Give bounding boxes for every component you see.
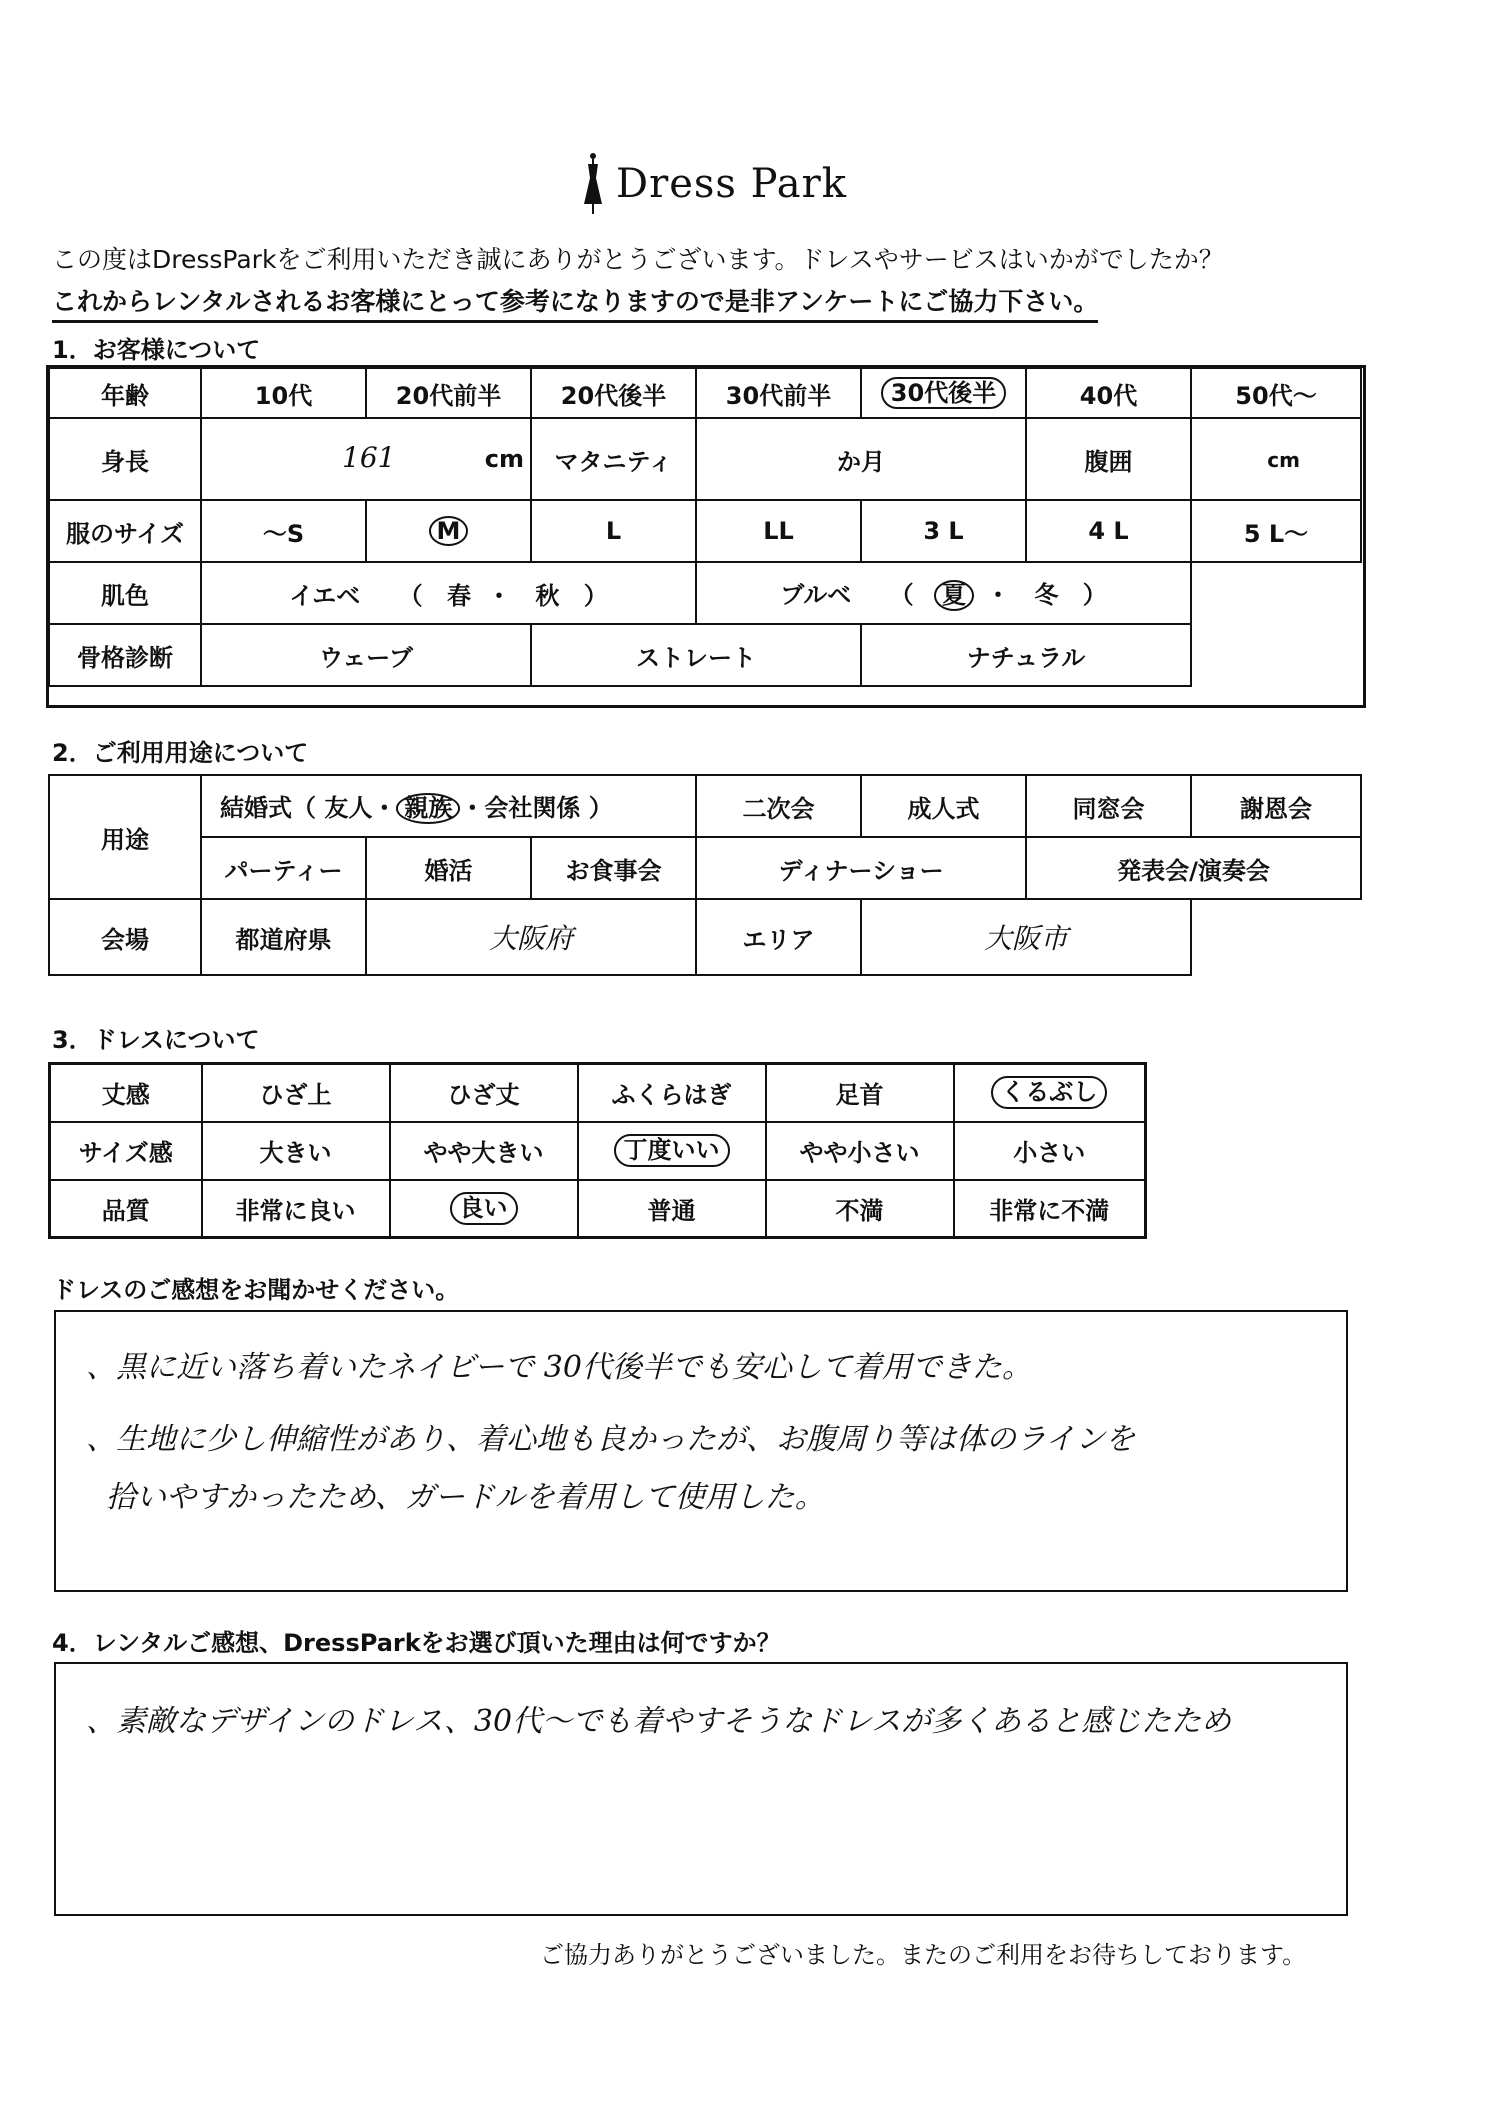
impressions-box[interactable] [54, 1310, 1348, 1592]
age-label: 年齢 [49, 368, 201, 418]
wedding-company: 会社関係 [484, 794, 581, 823]
quality-selected-mark: 良い [450, 1192, 518, 1225]
purpose-option[interactable]: 同窓会 [1026, 775, 1191, 837]
quality-option[interactable]: 非常に良い [202, 1180, 390, 1238]
purpose-label: 用途 [49, 775, 201, 899]
impressions-line2: 、生地に少し伸縮性があり、着心地も良かったが、お腹周り等は体のラインを [86, 1422, 1136, 1457]
area-label: エリア [696, 899, 861, 975]
section1-title: 1．お客様について [52, 336, 261, 364]
prefecture-label: 都道府県 [201, 899, 366, 975]
brand-logo [580, 152, 847, 216]
reason-line1: 、素敵なデザインのドレス、30代〜でも着やすそうなドレスが多くあると感じたため [86, 1704, 1232, 1739]
skin-yellow-text: イエベ [289, 581, 361, 610]
age-option[interactable]: 20代前半 [366, 368, 531, 418]
purpose-option[interactable]: ディナーショー [696, 837, 1026, 899]
prefecture-field[interactable] [366, 899, 696, 975]
frame-option[interactable]: ナチュラル [861, 624, 1191, 686]
length-option-selected[interactable] [954, 1064, 1146, 1122]
frame-option[interactable]: ストレート [531, 624, 861, 686]
fit-option[interactable]: 小さい [954, 1122, 1146, 1180]
size-selected-mark: M [429, 516, 469, 546]
fit-label: サイズ感 [50, 1122, 202, 1180]
quality-option[interactable]: 非常に不満 [954, 1180, 1146, 1238]
size-option[interactable]: 3 L [861, 500, 1026, 562]
section3-title: 3．ドレスについて [52, 1026, 260, 1054]
waist-unit: cm [1267, 448, 1300, 472]
blank-cell [1191, 562, 1361, 624]
length-option[interactable]: 足首 [766, 1064, 954, 1122]
purpose-option[interactable]: お食事会 [531, 837, 696, 899]
skin-winter: 冬 [1034, 581, 1059, 610]
maternity-field[interactable] [696, 418, 1026, 500]
purpose-option[interactable]: パーティー [201, 837, 366, 899]
height-unit: cm [484, 445, 524, 473]
skin-blue-option[interactable]: ブルベ （ 夏 ・ 冬 ） [696, 562, 1191, 624]
area-value: 大阪市 [984, 922, 1069, 955]
impressions-prompt: ドレスのご感想をお聞かせください。 [52, 1276, 460, 1304]
paren-close: ） [583, 581, 608, 610]
quality-option-selected[interactable] [390, 1180, 578, 1238]
waist-label: 腹囲 [1026, 418, 1191, 500]
height-label: 身長 [49, 418, 201, 500]
paren-open: （ [889, 581, 914, 610]
skin-autumn: 秋 [535, 581, 560, 610]
skin-yellow-option[interactable]: イエベ （ 春 ・ 秋 ） [201, 562, 696, 624]
age-option-selected[interactable] [861, 368, 1026, 418]
height-field[interactable] [201, 418, 531, 500]
dress-table [48, 1062, 1147, 1239]
purpose-option[interactable]: 二次会 [696, 775, 861, 837]
size-option[interactable]: L [531, 500, 696, 562]
fit-option[interactable]: 大きい [202, 1122, 390, 1180]
dress-icon [580, 152, 606, 216]
blank-cell [1191, 899, 1361, 975]
wedding-text: 結婚式 [220, 794, 292, 823]
customer-table [48, 367, 1362, 687]
size-option[interactable]: 4 L [1026, 500, 1191, 562]
quality-label: 品質 [50, 1180, 202, 1238]
wedding-friend: 友人 [324, 794, 373, 823]
length-selected-mark: くるぶし [991, 1076, 1107, 1109]
impressions-line1: 、黒に近い落ち着いたネイビーで 30代後半でも安心して着用できた。 [86, 1350, 1032, 1385]
fit-selected-mark: 丁度いい [614, 1134, 730, 1167]
quality-option[interactable]: 不満 [766, 1180, 954, 1238]
footer-thanks: ご協力ありがとうございました。またのご利用をお待ちしております。 [540, 1941, 1307, 1969]
length-option[interactable]: ひざ丈 [390, 1064, 578, 1122]
age-option[interactable]: 20代後半 [531, 368, 696, 418]
fit-option-selected[interactable] [578, 1122, 766, 1180]
skin-spring: 春 [447, 581, 472, 610]
age-option[interactable]: 30代前半 [696, 368, 861, 418]
size-option[interactable]: 〜S [201, 500, 366, 562]
size-option[interactable]: 5 L〜 [1191, 500, 1361, 562]
blank-cell [1191, 624, 1361, 686]
usage-table [48, 774, 1362, 976]
age-option[interactable]: 40代 [1026, 368, 1191, 418]
fit-option[interactable]: やや小さい [766, 1122, 954, 1180]
wedding-family-selected: 親族 [396, 793, 460, 823]
length-option[interactable]: ひざ上 [202, 1064, 390, 1122]
purpose-option[interactable]: 婚活 [366, 837, 531, 899]
paren-close: ） [1082, 581, 1107, 610]
section2-title: 2．ご利用用途について [52, 739, 309, 767]
skin-blue-text: ブルベ [780, 581, 852, 610]
wedding-option[interactable]: 結婚式（ 友人・ 親族 ・会社関係 ） [201, 775, 696, 837]
area-field[interactable] [861, 899, 1191, 975]
skin-summer-selected: 夏 [934, 580, 974, 610]
fit-option[interactable]: やや大きい [390, 1122, 578, 1180]
age-option[interactable]: 10代 [201, 368, 366, 418]
section4-title: 4．レンタルご感想、DressParkをお選び頂いた理由は何ですか？ [52, 1629, 781, 1657]
maternity-unit: か月 [837, 447, 885, 476]
purpose-option[interactable]: 謝恩会 [1191, 775, 1361, 837]
size-label: 服のサイズ [49, 500, 201, 562]
frame-option[interactable]: ウェーブ [201, 624, 531, 686]
maternity-label: マタニティ [531, 418, 696, 500]
venue-label: 会場 [49, 899, 201, 975]
brand-name: Dress Park [616, 161, 847, 207]
height-value: 161 [342, 441, 396, 474]
intro-request: これからレンタルされるお客様にとって参考になりますので是非アンケートにご協力下さい。 [52, 282, 1098, 323]
waist-field[interactable] [1191, 418, 1361, 500]
age-selected-mark: 30代後半 [881, 377, 1006, 410]
age-option[interactable]: 50代〜 [1191, 368, 1361, 418]
reason-box[interactable] [54, 1662, 1348, 1916]
size-option-selected[interactable] [366, 500, 531, 562]
purpose-option[interactable]: 成人式 [861, 775, 1026, 837]
size-option[interactable]: LL [696, 500, 861, 562]
impressions-line3: 拾いやすかったため、ガードルを着用して使用した。 [106, 1480, 825, 1515]
purpose-option[interactable]: 発表会/演奏会 [1026, 837, 1361, 899]
prefecture-value: 大阪府 [489, 922, 574, 955]
frame-label: 骨格診断 [49, 624, 201, 686]
quality-option[interactable]: 普通 [578, 1180, 766, 1238]
intro-text: この度はDressParkをご利用いただき誠にありがとうございます。ドレスやサービスはいかがでしたか？ [52, 245, 1224, 274]
length-label: 丈感 [50, 1064, 202, 1122]
length-option[interactable]: ふくらはぎ [578, 1064, 766, 1122]
skin-label: 肌色 [49, 562, 201, 624]
paren-open: （ [398, 581, 423, 610]
